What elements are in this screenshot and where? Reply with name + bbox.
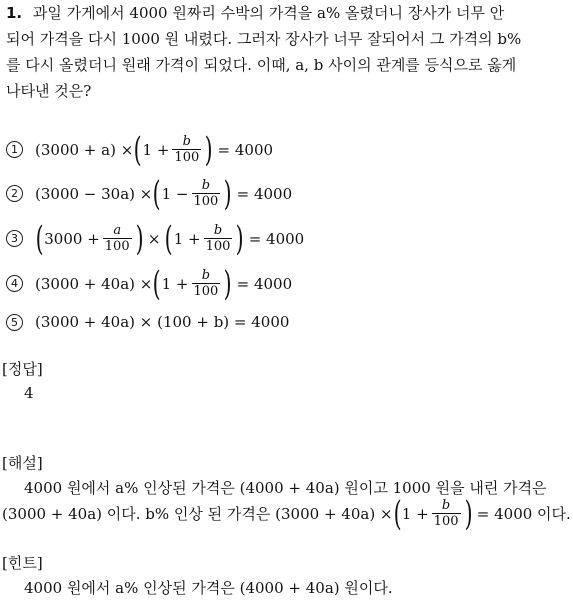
question-text-1: 과일 가게에서 4000 원짜리 수박의 가격을 a% 올렸더니 장사가 너무 안 (32, 4, 505, 22)
answer-value: 4 (24, 384, 34, 402)
question-number: 1. (6, 4, 23, 22)
denominator: 100 (433, 514, 459, 529)
question-block (6, 0, 571, 104)
left-paren: ( (153, 263, 161, 304)
explanation-heading: [해설] (2, 454, 43, 472)
numerator: b (441, 498, 451, 513)
option-2[interactable] (6, 173, 293, 214)
option-4-frac-sign: 1 + (161, 274, 189, 293)
option-3-fraction-a (103, 223, 132, 254)
option-5-text: (3000 + 40a) × (100 + b) = 4000 (35, 313, 290, 331)
question-line-3: 를 다시 올렸더니 원래 가격이 되었다. 이때, a, b 사이의 관계를 등식으로 옳게 (6, 56, 517, 74)
question-line-4: 나타낸 것은? (6, 82, 92, 100)
question-line-2: 되어 가격을 다시 1000 원 내렸다. 그러자 장사가 너무 잘되어서 그 가격의 b% (6, 30, 522, 48)
option-2-pre: (3000 − 30a) × (35, 184, 153, 203)
left-paren: ( (133, 129, 142, 170)
explanation-frac-sign: 1 + (401, 504, 429, 523)
numerator: a (113, 223, 122, 238)
denominator: 100 (193, 284, 219, 299)
option-3-mark: 3 (6, 230, 23, 247)
numerator: b (182, 134, 191, 149)
explanation-line-1: 4000 원에서 a% 인상된 가격은 (4000 + 40a) 원이고 1000 원을 내린 가격은 (24, 479, 547, 497)
numerator: b (213, 223, 223, 238)
option-4-pre: (3000 + 40a) × (35, 274, 153, 293)
denominator: 100 (174, 150, 200, 165)
numerator: b (201, 178, 211, 193)
left-paren: ( (35, 218, 44, 259)
option-4-post: = 4000 (236, 274, 293, 293)
option-1-pre: (3000 + a) × (35, 140, 134, 159)
option-1[interactable] (6, 129, 274, 170)
option-3[interactable] (6, 218, 305, 259)
denominator: 100 (104, 239, 130, 254)
option-4[interactable] (6, 263, 293, 304)
explanation-line-2 (2, 493, 571, 534)
option-5[interactable] (6, 313, 289, 331)
right-paren: ) (204, 129, 213, 170)
explanation-line-2-post: = 4000 이다. (476, 505, 571, 523)
left-paren: ( (393, 493, 402, 534)
right-paren: ) (464, 493, 473, 534)
left-paren: ( (153, 173, 161, 214)
answer-heading: [정답] (2, 360, 43, 378)
option-3-pre-sign: 3000 + (44, 229, 100, 248)
option-1-frac-sign: 1 + (142, 140, 170, 159)
option-2-mark: 2 (6, 185, 23, 202)
hint-heading: [힌트] (2, 554, 43, 572)
left-paren: ( (165, 218, 174, 259)
right-paren: ) (223, 263, 232, 304)
option-1-mark: 1 (6, 141, 23, 158)
option-3-frac-sign: 1 + (173, 229, 201, 248)
explanation-line-2-pre: (3000 + 40a) 이다. b% 인상 된 가격은 (3000 + 40a) × (2, 505, 393, 523)
option-4-fraction (192, 268, 221, 299)
option-5-mark: 5 (6, 314, 23, 331)
option-1-fraction (172, 134, 201, 165)
right-paren: ) (223, 173, 232, 214)
option-3-times: × (147, 229, 161, 248)
option-2-frac-sign: 1 − (161, 184, 189, 203)
option-2-fraction (192, 178, 221, 209)
option-2-post: = 4000 (236, 184, 293, 203)
option-3-post: = 4000 (248, 229, 305, 248)
option-1-post: = 4000 (217, 140, 274, 159)
option-3-fraction-b (204, 223, 233, 254)
denominator: 100 (193, 194, 219, 209)
explanation-fraction (432, 498, 461, 529)
numerator: b (201, 268, 211, 283)
denominator: 100 (205, 239, 231, 254)
right-paren: ) (236, 218, 245, 259)
hint-line-1: 4000 원에서 a% 인상된 가격은 (4000 + 40a) 원이다. (24, 579, 393, 597)
option-4-mark: 4 (6, 275, 23, 292)
question-line-1 (6, 0, 571, 26)
right-paren: ) (135, 218, 144, 259)
